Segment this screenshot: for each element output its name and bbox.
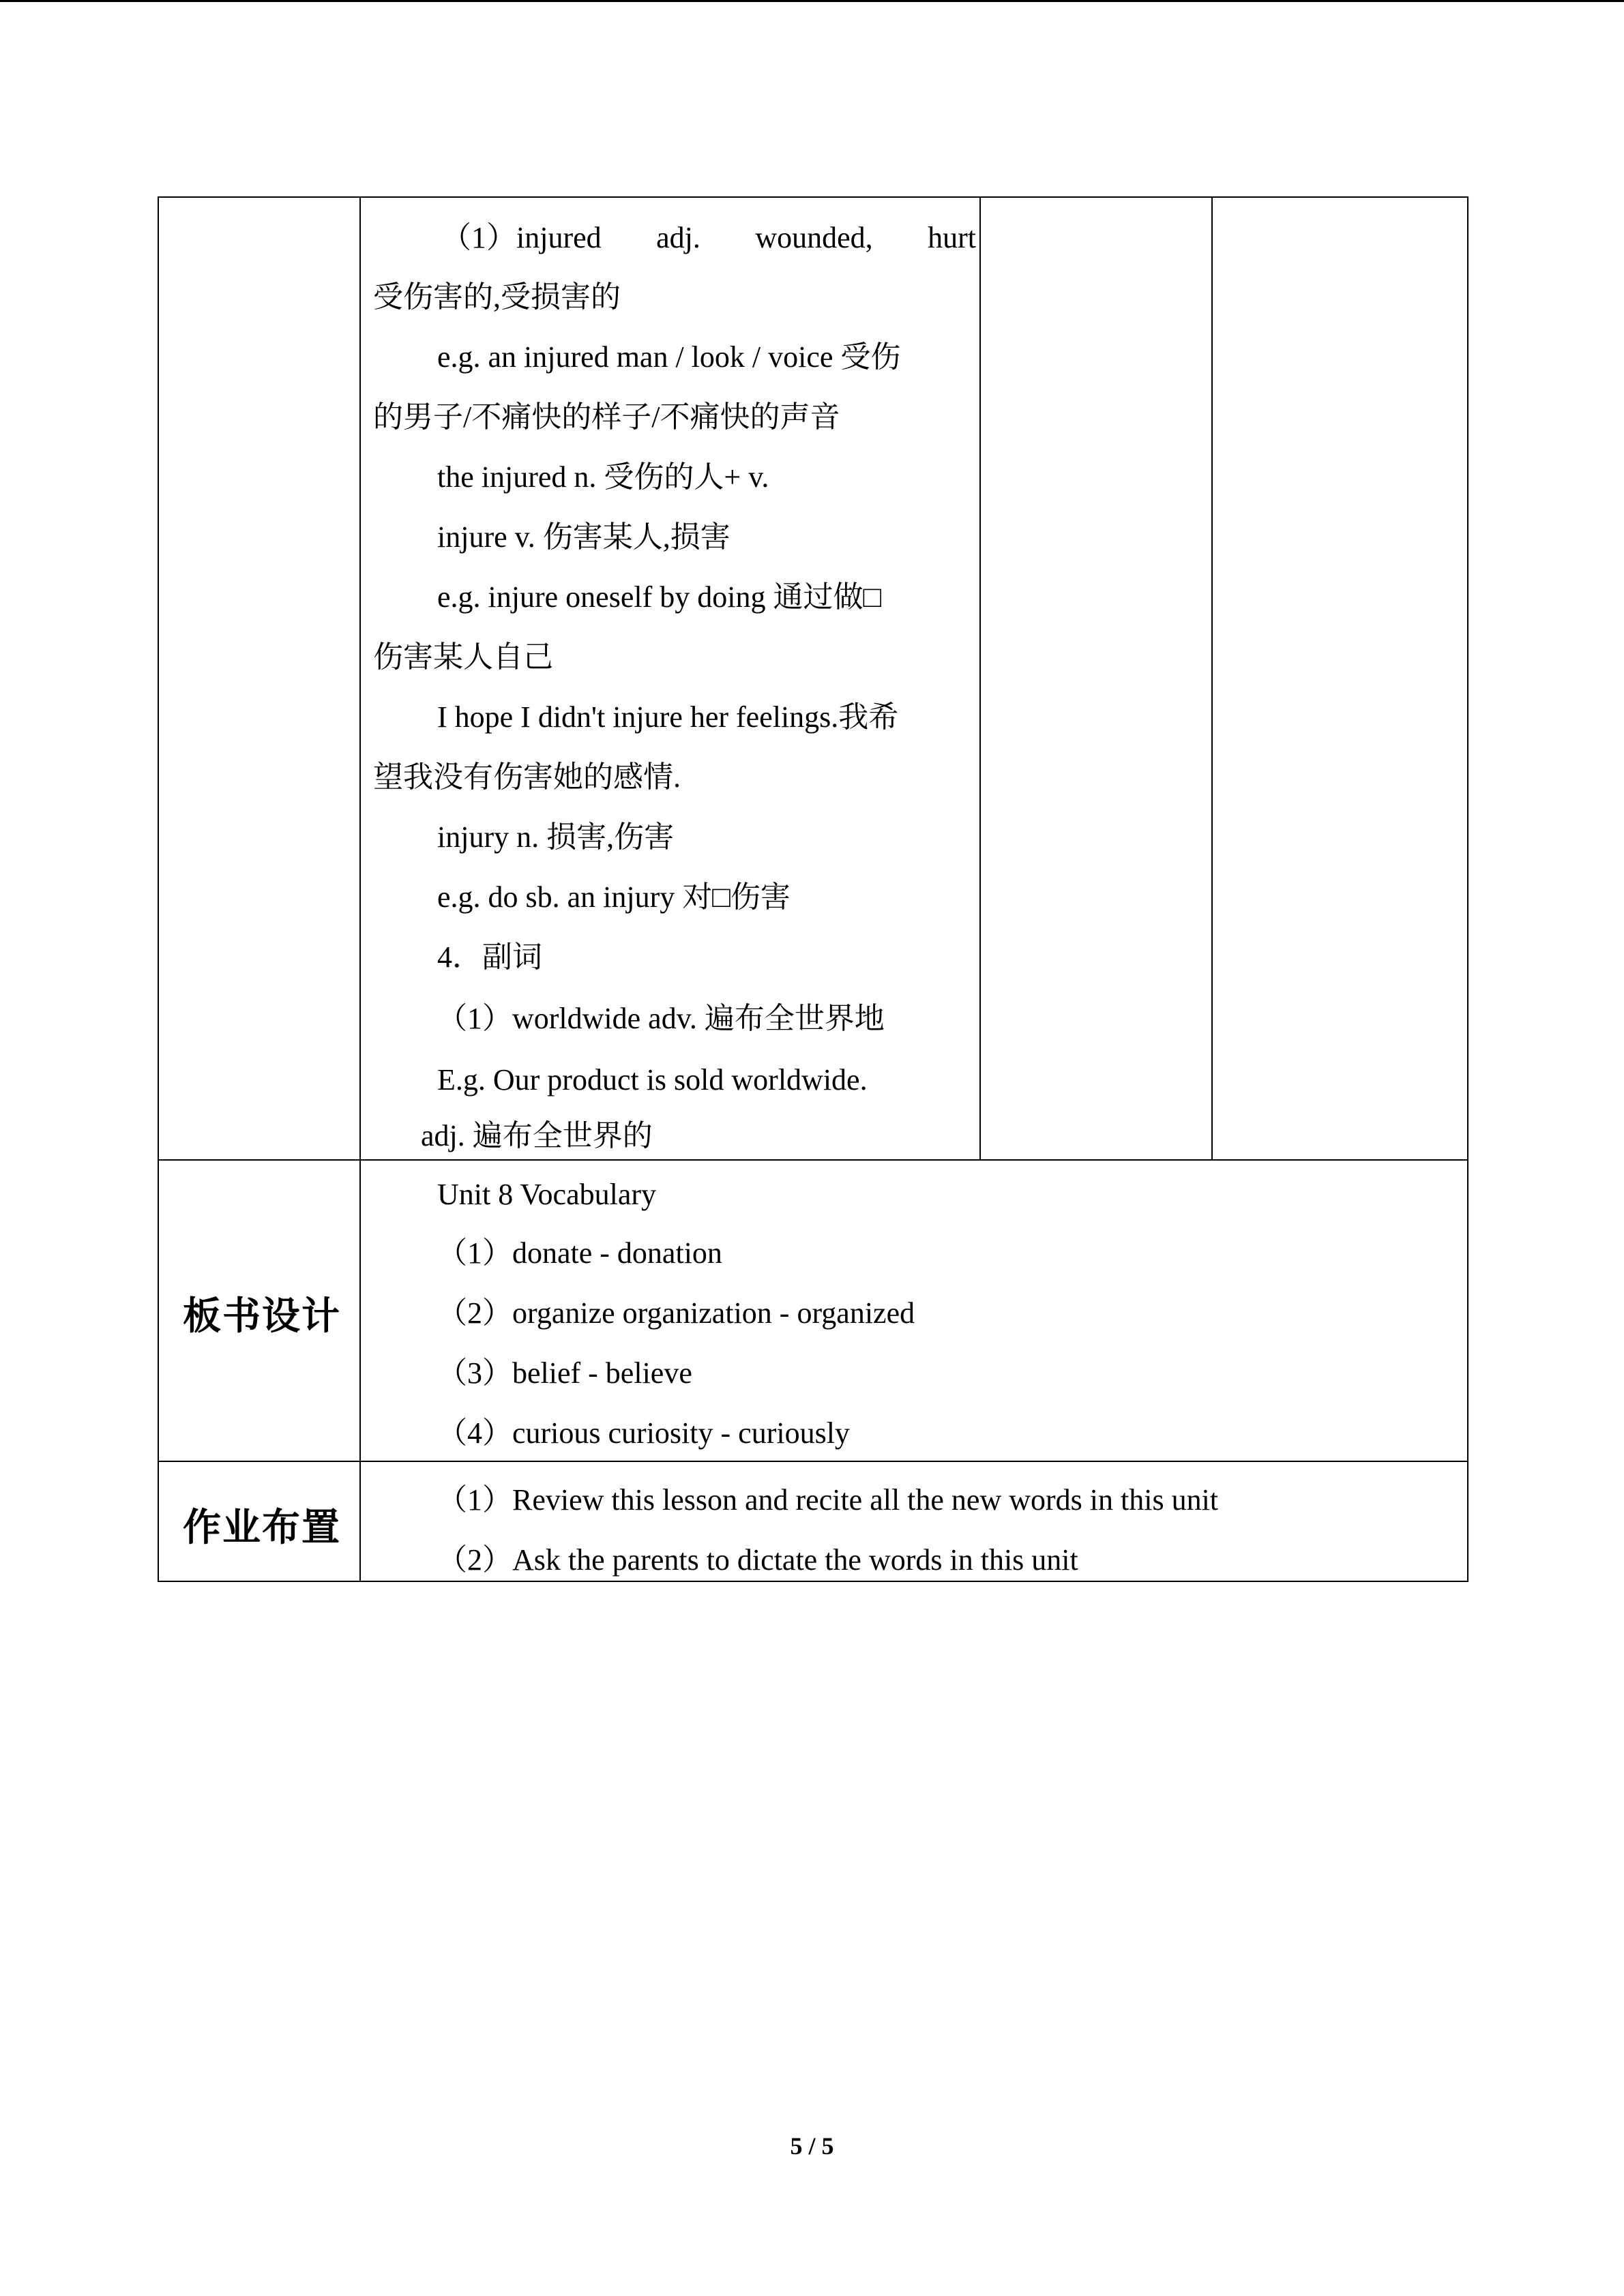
vocab-line: E.g. Our product is sold worldwide.: [437, 1063, 868, 1097]
page-number: 5 / 5: [790, 2132, 834, 2160]
homework-cell: [361, 1462, 1466, 1581]
board-line: （1）donate - donation: [437, 1236, 722, 1270]
vocab-line-injured: [441, 218, 976, 258]
homework-label: 作业布置: [183, 1506, 341, 1550]
vocab-line: injure v. 伤害某人,损害: [437, 520, 730, 554]
board-design-label: 板书设计: [183, 1294, 341, 1339]
vocab-line: I hope I didn't injure her feelings.我希: [437, 700, 899, 734]
board-line: （3）belief - believe: [437, 1356, 692, 1390]
vocab-word: adj.: [656, 221, 700, 254]
vocab-line: the injured n. 受伤的人+ v.: [437, 460, 769, 494]
vocab-line: e.g. do sb. an injury 对□伤害: [437, 880, 791, 914]
vocab-line: （1）worldwide adv. 遍布全世界地: [437, 1002, 885, 1035]
vocab-line: e.g. injure oneself by doing 通过做□: [437, 580, 882, 614]
board-design-cell: [361, 1161, 1466, 1461]
column-divider-3: [1211, 198, 1213, 1159]
board-line-title: Unit 8 Vocabulary: [437, 1178, 656, 1211]
vocab-line: 受伤害的,受损害的: [373, 280, 621, 314]
homework-line: （2）Ask the parents to dictate the words in this unit: [437, 1543, 1078, 1577]
vocab-line: e.g. an injured man / look / voice 受伤: [437, 340, 901, 374]
vocab-word: （1）injured: [441, 221, 602, 254]
vocab-line: 4．副词: [437, 940, 542, 974]
vocab-line: 的男子/不痛快的样子/不痛快的声音: [373, 400, 840, 434]
vocab-line: 伤害某人自己: [373, 640, 553, 674]
homework-line: （1）Review this lesson and recite all the new words in this unit: [437, 1483, 1219, 1517]
column-divider-2: [979, 198, 981, 1159]
board-line: （2）organize organization - organized: [437, 1296, 915, 1330]
vocab-line: 望我没有伤害她的感情.: [373, 760, 681, 794]
page-top-border: [0, 0, 1624, 2]
vocab-line: adj. 遍布全世界的: [421, 1119, 653, 1152]
board-line: （4）curious curiosity - curiously: [437, 1416, 850, 1450]
vocab-word: hurt: [928, 221, 976, 254]
lesson-plan-table: [158, 196, 1468, 1582]
vocab-word: wounded,: [755, 221, 873, 254]
vocab-notes-cell: [361, 198, 979, 1159]
vocab-line: injury n. 损害,伤害: [437, 820, 675, 854]
